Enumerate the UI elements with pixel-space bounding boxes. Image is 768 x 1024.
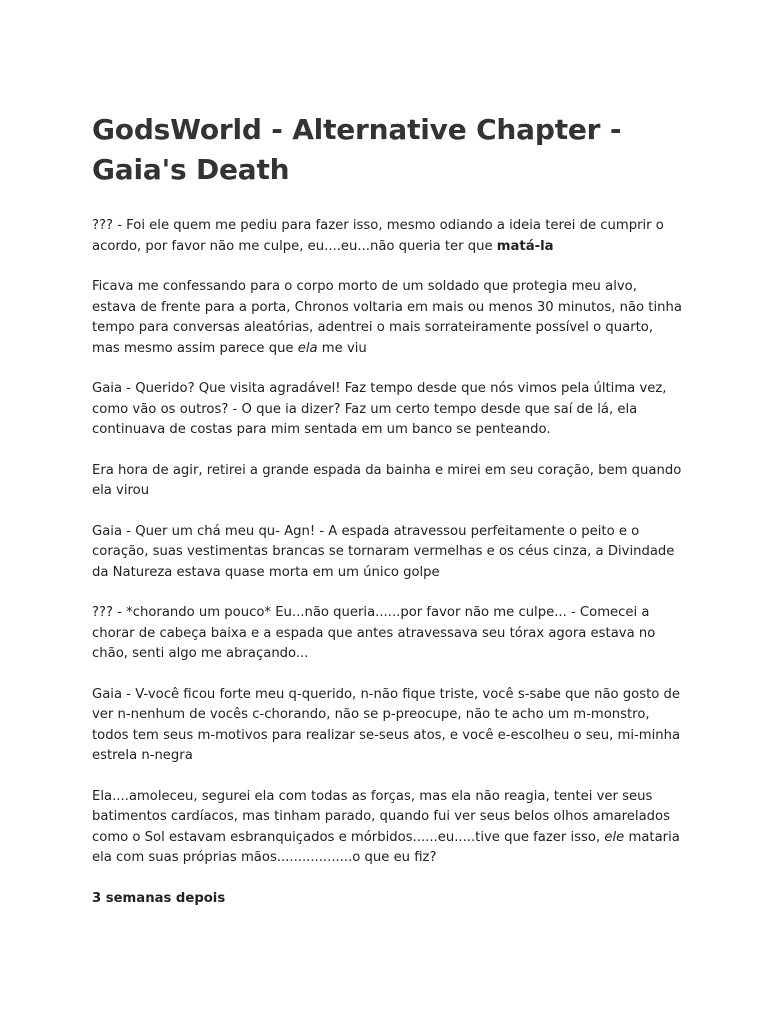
paragraph-2-italic: ela xyxy=(297,340,318,356)
paragraph-8 xyxy=(92,787,682,869)
paragraph-1-text: ??? - Foi ele quem me pediu para fazer isso, mesmo odiando a ideia terei de cumprir o acordo, por favor não me culpe, eu....eu...não queria ter que xyxy=(92,218,664,254)
paragraph-4: Era hora de agir, retirei a grande espada da bainha e mirei em seu coração, bem quando ela virou xyxy=(92,462,682,498)
paragraph-1 xyxy=(92,216,682,257)
paragraph-2-after: me viu xyxy=(317,340,367,356)
paragraph-8-before: Ela....amoleceu, segurei ela com todas as forças, mas ela não reagia, tentei ver seus batimentos cardíacos, mas tinham parado, quando fui ver seus belos olhos amarelados como o Sol estavam esbranquiçados e mórbidos......eu.....tive que fazer isso, xyxy=(92,788,670,845)
paragraph-1-bold: matá-la xyxy=(496,238,554,254)
section-heading-text: 3 semanas depois xyxy=(92,890,226,906)
paragraph-8-italic: ele xyxy=(604,829,625,845)
paragraph-6: ??? - *chorando um pouco* Eu...não queria......por favor não me culpe... - Comecei a chorar de cabeça baixa e a espada que antes atravessava seu tórax agora estava no chão, senti algo me abraçando... xyxy=(92,605,656,661)
chapter-title: GodsWorld - Alternative Chapter - Gaia's Death xyxy=(92,113,622,186)
document-page xyxy=(92,110,682,929)
chapter-body xyxy=(92,216,682,909)
paragraph-7: Gaia - V-você ficou forte meu q-querido, n-não fique triste, você s-sabe que não gosto de ver n-nenhum de vocês c-chorando, não se p-preocupe, não te acho um m-monstro, todos tem seus m-motivos para realizar se-seus atos, e você e-escolheu o seu, mi-minha estrela n-negra xyxy=(92,686,681,763)
paragraph-3: Gaia - Querido? Que visita agradável! Faz tempo desde que nós vimos pela última vez, como vão os outros? - O que ia dizer? Faz um certo tempo desde que saí de lá, ela continuava de costas para mim sentada em um banco se penteando. xyxy=(92,381,667,437)
paragraph-2-before: Ficava me confessando para o corpo morto de um soldado que protegia meu alvo, estava de frente para a porta, Chronos voltaria em mais ou menos 30 minutos, não tinha tempo para conversas aleatórias, adentrei o mais sorrateiramente possível o quarto, mas mesmo assim parece que xyxy=(92,279,682,356)
section-heading xyxy=(92,889,682,910)
paragraph-8-after: mataria ela com suas próprias mãos..................o que eu fiz? xyxy=(92,829,680,865)
paragraph-2 xyxy=(92,277,682,359)
paragraph-5: Gaia - Quer um chá meu qu- Agn! - A espada atravessou perfeitamente o peito e o coração, suas vestimentas brancas se tornaram vermelhas e os céus cinza, a Divindade da Natureza estava quase morta em um único golpe xyxy=(92,523,675,580)
